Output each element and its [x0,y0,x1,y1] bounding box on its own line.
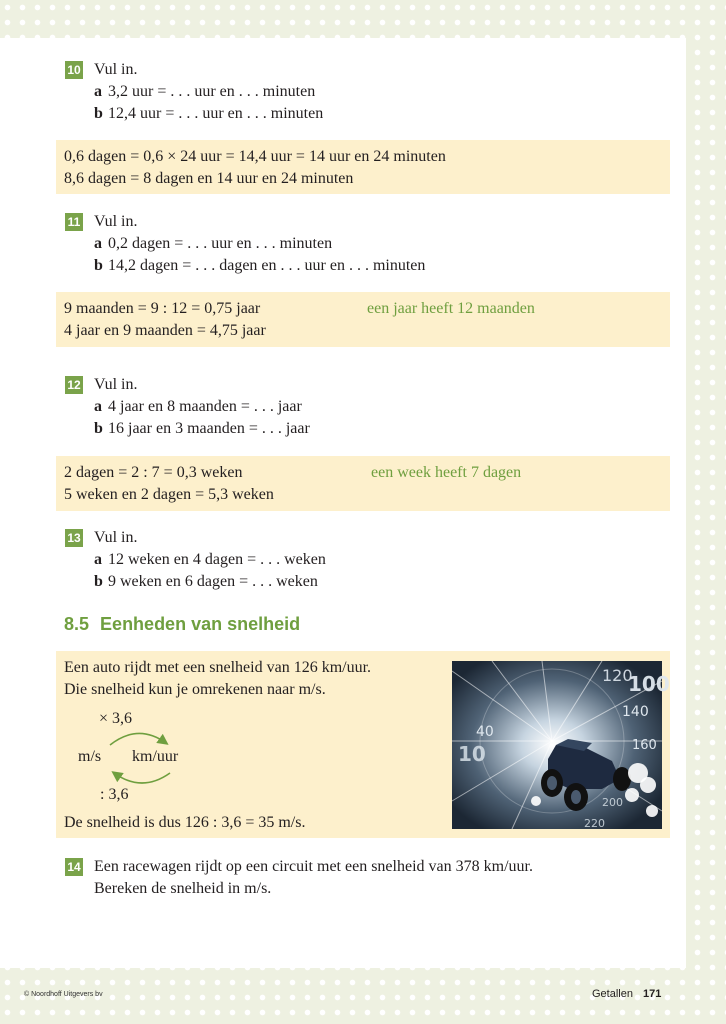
item-label: a [94,398,102,415]
exercise-number-13: 13 [65,529,83,547]
exercise-number-11: 11 [65,213,83,231]
page-footer [592,988,661,1000]
exercise-12-instruction: Vul in. [94,376,138,393]
gauge-number: 10 [458,742,486,766]
item-text: 14,2 dagen = . . . dagen en . . . uur en . . . minuten [108,257,426,274]
unit-left: m/s [78,748,102,765]
item-text: 3,2 uur = . . . uur en . . . minuten [108,83,316,100]
item-text: 12,4 uur = . . . uur en . . . minuten [108,105,324,122]
item-text: 12 weken en 4 dagen = . . . weken [108,551,326,568]
example-days-line-1: 0,6 dagen = 0,6 × 24 uur = 14,4 uur = 14 uur en 24 minuten [64,148,446,165]
example-box-days [56,140,670,194]
exercise-13-instruction: Vul in. [94,529,138,546]
speedometer-car-image [452,661,670,830]
exercise-11-item-a [94,233,332,255]
item-text: 0,2 dagen = . . . uur en . . . minuten [108,235,333,252]
section-title: Eenheden van snelheid [100,614,301,634]
exercise-14-line-1: Een racewagen rijdt op een circuit met een snelheid van 378 km/uur. [94,858,533,875]
gauge-number: 40 [476,724,494,740]
gauge-number: 140 [622,704,649,720]
conversion-multiply-label: × 3,6 [99,710,133,727]
copyright-notice: © Noordhoff Uitgevers bv [24,991,103,998]
multiply-arrow [110,733,166,745]
exercise-10-item-b [94,103,323,125]
exercise-12-item-b [94,418,310,440]
example-weeks-line-2: 5 weken en 2 dagen = 5,3 weken [64,486,274,503]
example-weeks-note: een week heeft 7 dagen [371,464,522,481]
exercise-11-item-b [94,255,425,277]
speed-line-2: Die snelheid kun je omrekenen naar m/s. [64,681,326,698]
gauge-number: 220 [584,817,605,830]
exercise-14-line-2: Bereken de snelheid in m/s. [94,880,272,897]
item-label: a [94,551,102,568]
exercise-number-12: 12 [65,376,83,394]
gauge-number: 100 [628,672,670,696]
example-box-months [56,292,670,347]
section-number: 8.5 [64,614,90,634]
exercise-10-item-a [94,81,315,103]
item-label: a [94,235,102,252]
exercise-number-10: 10 [65,61,83,79]
gauge-number: 200 [602,796,623,809]
item-label: b [94,257,103,274]
exercise-13-item-a [94,549,326,571]
example-months-line-1: 9 maanden = 9 : 12 = 0,75 jaar [64,300,261,317]
exercise-12-item-a [94,396,302,418]
example-months-line-2: 4 jaar en 9 maanden = 4,75 jaar [64,322,266,339]
gauge-number: 120 [602,666,633,685]
chapter-name: Getallen [592,988,633,1000]
unit-right: km/uur [132,748,179,765]
example-months-note: een jaar heeft 12 maanden [367,300,535,317]
exercise-10-instruction: Vul in. [94,61,138,78]
item-text: 16 jaar en 3 maanden = . . . jaar [108,420,310,437]
item-text: 9 weken en 6 dagen = . . . weken [108,573,318,590]
exercise-number-14: 14 [65,858,83,876]
page-number: 171 [642,988,662,1000]
gauge-number: 160 [632,738,657,753]
exercise-11-instruction: Vul in. [94,213,138,230]
speed-line-1: Een auto rijdt met een snelheid van 126 km/uur. [64,659,372,676]
item-label: b [94,573,103,590]
item-label: b [94,420,103,437]
example-weeks-line-1: 2 dagen = 2 : 7 = 0,3 weken [64,464,243,481]
conversion-divide-label: : 3,6 [100,786,129,803]
item-text: 4 jaar en 8 maanden = . . . jaar [108,398,302,415]
example-box-speed [56,651,670,838]
exercise-13-item-b [94,571,318,593]
example-days-line-2: 8,6 dagen = 8 dagen en 14 uur en 24 minuten [64,170,354,187]
item-label: a [94,83,102,100]
example-box-weeks [56,456,670,511]
speed-conclusion: De snelheid is dus 126 : 3,6 = 35 m/s. [64,814,306,831]
section-heading [64,614,300,635]
item-label: b [94,105,103,122]
divide-arrow [114,773,170,783]
